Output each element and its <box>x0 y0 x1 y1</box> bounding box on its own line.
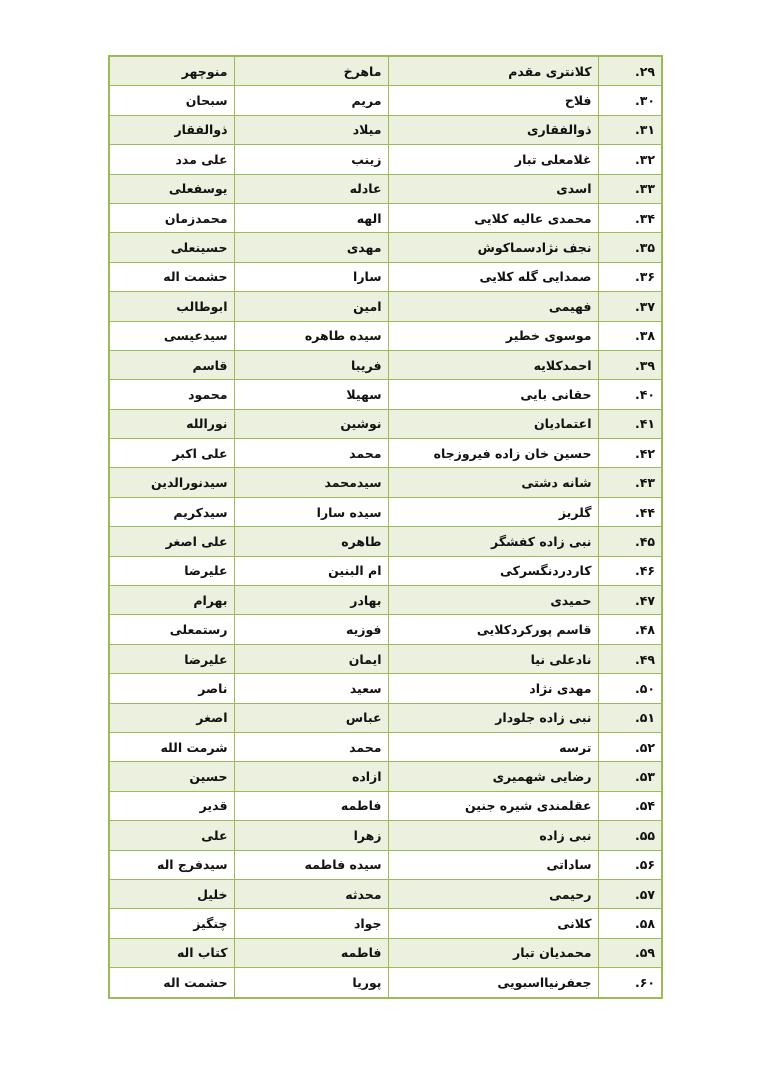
first-name-cell: طاهره <box>234 527 388 556</box>
first-name-cell: الهه <box>234 203 388 232</box>
row-number: ۴۳. <box>598 468 662 497</box>
last-name-cell: قاسم پورکردکلایی <box>388 615 598 644</box>
first-name-cell: زهرا <box>234 821 388 850</box>
father-name-cell: ذوالفقار <box>109 115 234 144</box>
father-name-cell: رستمعلی <box>109 615 234 644</box>
last-name-cell: کاردردنگسرکی <box>388 556 598 585</box>
table-row <box>109 938 662 967</box>
last-name-cell: نبی زاده کفشگر <box>388 527 598 556</box>
table-row <box>109 86 662 115</box>
row-number: ۴۵. <box>598 527 662 556</box>
last-name-cell: احمدکلایه <box>388 350 598 379</box>
table-row <box>109 850 662 879</box>
row-number: ۵۷. <box>598 879 662 908</box>
last-name-cell: مهدی نژاد <box>388 674 598 703</box>
row-number: ۵۴. <box>598 791 662 820</box>
last-name-cell: ترسه <box>388 732 598 761</box>
last-name-cell: ذوالفقاری <box>388 115 598 144</box>
first-name-cell: محمد <box>234 732 388 761</box>
table-row <box>109 468 662 497</box>
first-name-cell: مهدی <box>234 233 388 262</box>
first-name-cell: سیدمحمد <box>234 468 388 497</box>
father-name-cell: نورالله <box>109 409 234 438</box>
row-number: ۳۹. <box>598 350 662 379</box>
last-name-cell: گلریز <box>388 497 598 526</box>
last-name-cell: شانه دشتی <box>388 468 598 497</box>
father-name-cell: خلیل <box>109 879 234 908</box>
last-name-cell: صمدایی گله کلایی <box>388 262 598 291</box>
table-row <box>109 703 662 732</box>
table-row <box>109 56 662 86</box>
last-name-cell: عقلمندی شیره جنین <box>388 791 598 820</box>
table-row <box>109 527 662 556</box>
last-name-cell: حسین خان زاده فیروزجاه <box>388 439 598 468</box>
first-name-cell: ماهرخ <box>234 56 388 86</box>
table-row <box>109 644 662 673</box>
row-number: ۳۶. <box>598 262 662 291</box>
last-name-cell: رحیمی <box>388 879 598 908</box>
father-name-cell: یوسفعلی <box>109 174 234 203</box>
father-name-cell: حشمت اله <box>109 968 234 998</box>
table-row <box>109 409 662 438</box>
first-name-cell: سیده سارا <box>234 497 388 526</box>
first-name-cell: سیده طاهره <box>234 321 388 350</box>
last-name-cell: نادعلی نیا <box>388 644 598 673</box>
father-name-cell: محمود <box>109 380 234 409</box>
father-name-cell: حسینعلی <box>109 233 234 262</box>
father-name-cell: کتاب اله <box>109 938 234 967</box>
father-name-cell: سبحان <box>109 86 234 115</box>
last-name-cell: غلامعلی تبار <box>388 145 598 174</box>
father-name-cell: علیرضا <box>109 644 234 673</box>
father-name-cell: علی اصغر <box>109 527 234 556</box>
last-name-cell: اسدی <box>388 174 598 203</box>
father-name-cell: ناصر <box>109 674 234 703</box>
last-name-cell: محمدی عالیه کلایی <box>388 203 598 232</box>
table-row <box>109 292 662 321</box>
table-row <box>109 791 662 820</box>
last-name-cell: حمیدی <box>388 586 598 615</box>
row-number: ۴۲. <box>598 439 662 468</box>
row-number: ۵۱. <box>598 703 662 732</box>
table-row <box>109 262 662 291</box>
father-name-cell: قاسم <box>109 350 234 379</box>
table-row <box>109 821 662 850</box>
first-name-cell: عباس <box>234 703 388 732</box>
row-number: ۴۶. <box>598 556 662 585</box>
first-name-cell: میلاد <box>234 115 388 144</box>
row-number: ۲۹. <box>598 56 662 86</box>
first-name-cell: ازاده <box>234 762 388 791</box>
first-name-cell: مریم <box>234 86 388 115</box>
table-row <box>109 203 662 232</box>
row-number: ۳۸. <box>598 321 662 350</box>
row-number: ۳۳. <box>598 174 662 203</box>
table-row <box>109 909 662 938</box>
first-name-cell: فریبا <box>234 350 388 379</box>
father-name-cell: علی <box>109 821 234 850</box>
table-row <box>109 968 662 998</box>
first-name-cell: فاطمه <box>234 791 388 820</box>
table-row <box>109 556 662 585</box>
last-name-cell: نجف نژادسماکوش <box>388 233 598 262</box>
table-row <box>109 497 662 526</box>
table-row <box>109 233 662 262</box>
first-name-cell: سیده فاطمه <box>234 850 388 879</box>
first-name-cell: سعید <box>234 674 388 703</box>
last-name-cell: رضایی شهمیری <box>388 762 598 791</box>
row-number: ۳۴. <box>598 203 662 232</box>
father-name-cell: محمدزمان <box>109 203 234 232</box>
table-row <box>109 762 662 791</box>
last-name-cell: فهیمی <box>388 292 598 321</box>
row-number: ۳۷. <box>598 292 662 321</box>
table-row <box>109 615 662 644</box>
father-name-cell: علیرضا <box>109 556 234 585</box>
last-name-cell: محمدیان تبار <box>388 938 598 967</box>
row-number: ۴۴. <box>598 497 662 526</box>
father-name-cell: قدیر <box>109 791 234 820</box>
row-number: ۵۲. <box>598 732 662 761</box>
table-row <box>109 586 662 615</box>
row-number: ۵۳. <box>598 762 662 791</box>
last-name-cell: کلانتری مقدم <box>388 56 598 86</box>
row-number: ۳۰. <box>598 86 662 115</box>
father-name-cell: بهرام <box>109 586 234 615</box>
first-name-cell: نوشین <box>234 409 388 438</box>
last-name-cell: ساداتی <box>388 850 598 879</box>
first-name-cell: جواد <box>234 909 388 938</box>
last-name-cell: کلانی <box>388 909 598 938</box>
father-name-cell: اصغر <box>109 703 234 732</box>
first-name-cell: امین <box>234 292 388 321</box>
father-name-cell: سیدفرج اله <box>109 850 234 879</box>
first-name-cell: زینب <box>234 145 388 174</box>
father-name-cell: سیدکریم <box>109 497 234 526</box>
father-name-cell: منوچهر <box>109 56 234 86</box>
last-name-cell: موسوی خطیر <box>388 321 598 350</box>
last-name-cell: حقانی بایی <box>388 380 598 409</box>
father-name-cell: علی مدد <box>109 145 234 174</box>
row-number: ۵۸. <box>598 909 662 938</box>
father-name-cell: شرمت الله <box>109 732 234 761</box>
row-number: ۶۰. <box>598 968 662 998</box>
last-name-cell: نبی زاده <box>388 821 598 850</box>
table-row <box>109 321 662 350</box>
table-row <box>109 350 662 379</box>
table-row <box>109 145 662 174</box>
row-number: ۴۷. <box>598 586 662 615</box>
table-row <box>109 174 662 203</box>
row-number: ۵۵. <box>598 821 662 850</box>
first-name-cell: ام البنین <box>234 556 388 585</box>
row-number: ۳۵. <box>598 233 662 262</box>
names-table <box>108 55 663 999</box>
last-name-cell: فلاح <box>388 86 598 115</box>
first-name-cell: محدثه <box>234 879 388 908</box>
first-name-cell: پوریا <box>234 968 388 998</box>
first-name-cell: سارا <box>234 262 388 291</box>
last-name-cell: اعتمادیان <box>388 409 598 438</box>
table-row <box>109 439 662 468</box>
first-name-cell: فاطمه <box>234 938 388 967</box>
row-number: ۴۰. <box>598 380 662 409</box>
row-number: ۳۱. <box>598 115 662 144</box>
first-name-cell: فوزیه <box>234 615 388 644</box>
father-name-cell: ابوطالب <box>109 292 234 321</box>
table-row <box>109 115 662 144</box>
row-number: ۴۹. <box>598 644 662 673</box>
table-row <box>109 732 662 761</box>
row-number: ۴۸. <box>598 615 662 644</box>
table-row <box>109 380 662 409</box>
father-name-cell: حسین <box>109 762 234 791</box>
father-name-cell: علی اکبر <box>109 439 234 468</box>
row-number: ۵۹. <box>598 938 662 967</box>
father-name-cell: سیدعیسی <box>109 321 234 350</box>
last-name-cell: جعفرنیااسبویی <box>388 968 598 998</box>
table-row <box>109 879 662 908</box>
row-number: ۴۱. <box>598 409 662 438</box>
last-name-cell: نبی زاده جلودار <box>388 703 598 732</box>
father-name-cell: سیدنورالدین <box>109 468 234 497</box>
first-name-cell: ایمان <box>234 644 388 673</box>
row-number: ۳۲. <box>598 145 662 174</box>
father-name-cell: حشمت اله <box>109 262 234 291</box>
first-name-cell: سهیلا <box>234 380 388 409</box>
row-number: ۵۶. <box>598 850 662 879</box>
first-name-cell: بهادر <box>234 586 388 615</box>
first-name-cell: محمد <box>234 439 388 468</box>
row-number: ۵۰. <box>598 674 662 703</box>
father-name-cell: چنگیز <box>109 909 234 938</box>
names-table-body <box>109 56 662 998</box>
table-row <box>109 674 662 703</box>
first-name-cell: عادله <box>234 174 388 203</box>
